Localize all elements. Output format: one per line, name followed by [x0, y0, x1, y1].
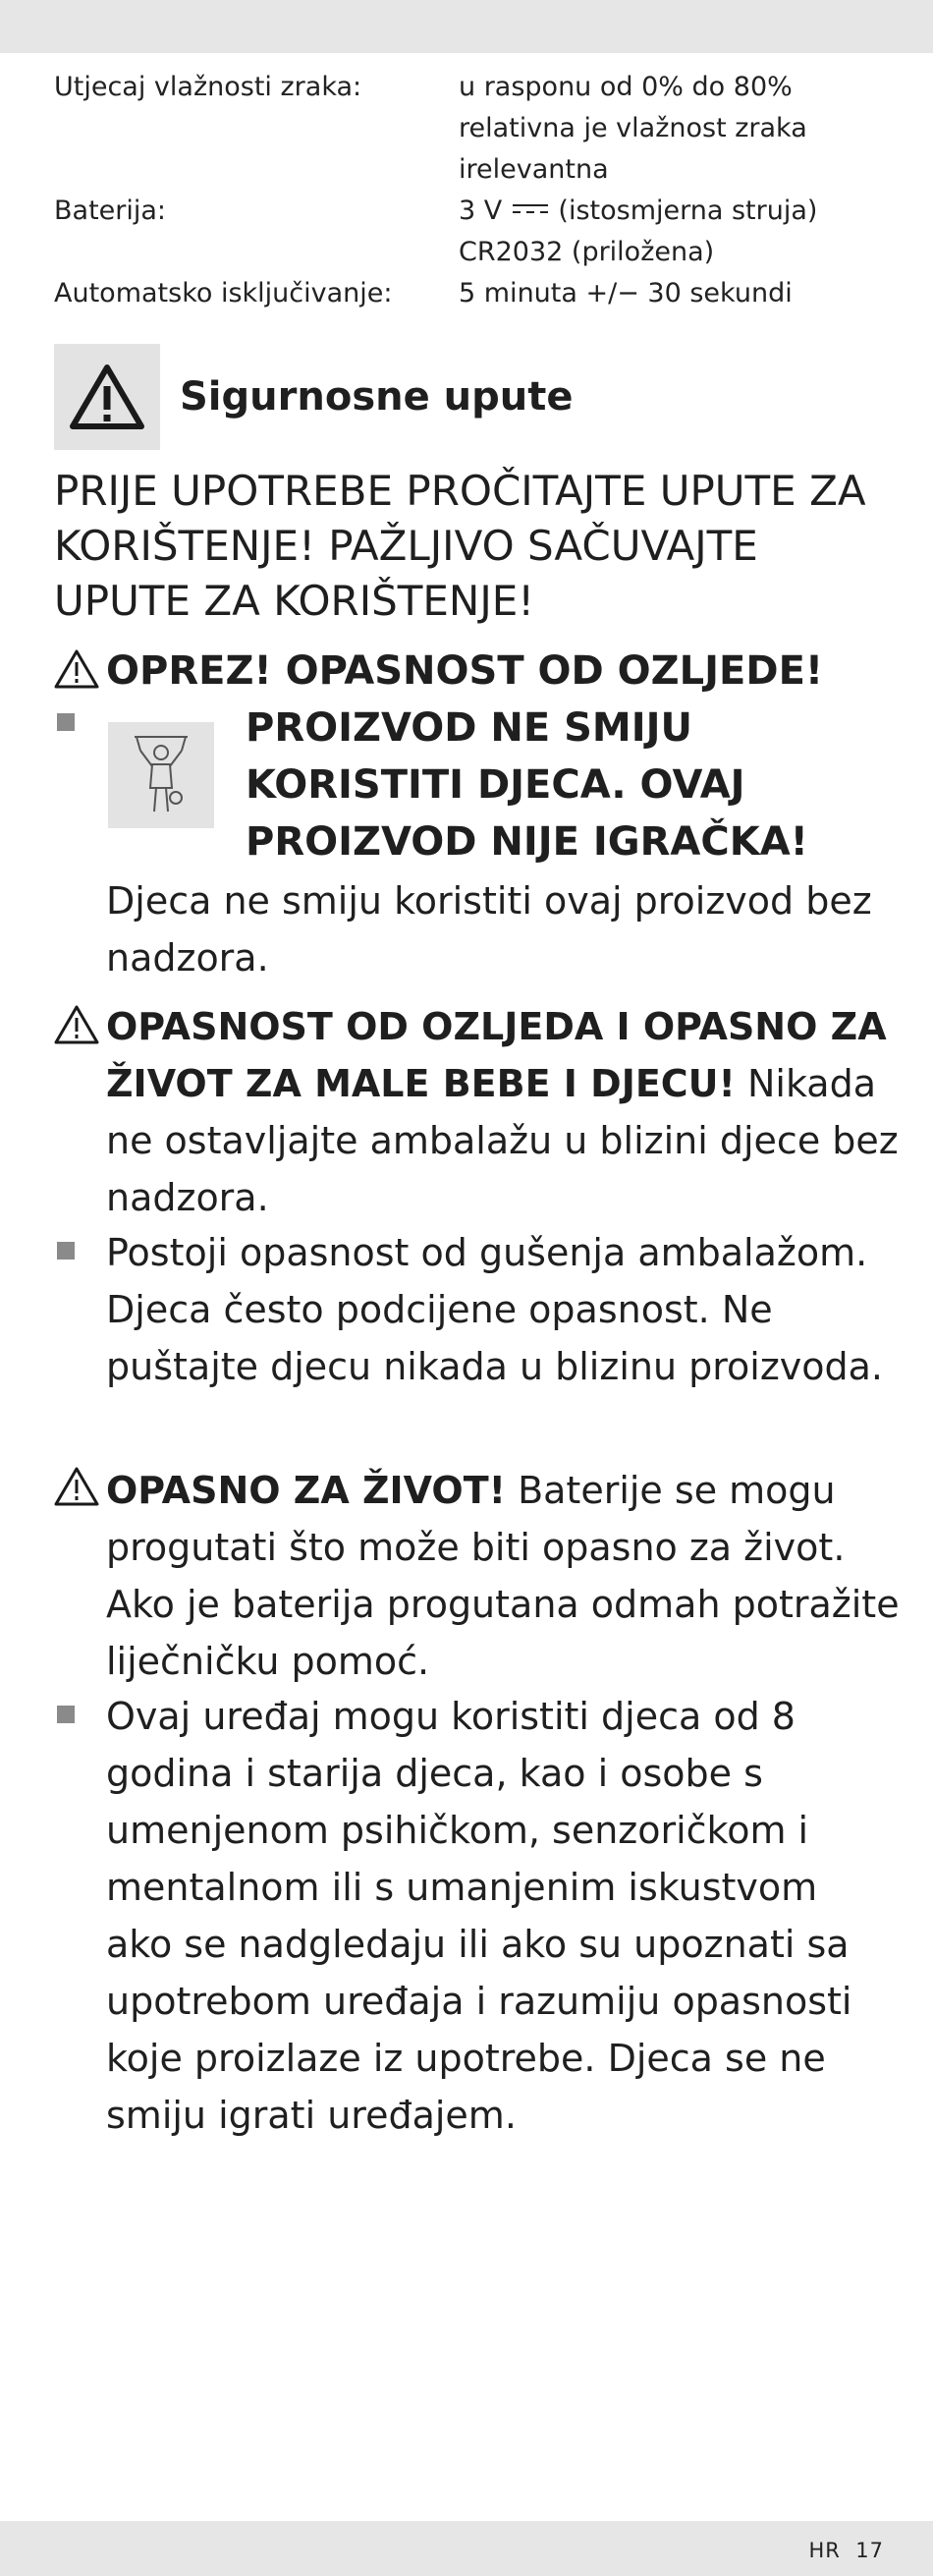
direct-current-icon [511, 199, 550, 219]
warning-heading-babies: OPASNOST OD OZLJEDA I OPASNO ZA ŽIVOT ZA MALE BEBE I DJECU! [106, 1005, 887, 1105]
spec-label: Automatsko isključivanje: [54, 278, 393, 308]
warning-text-supervision: Djeca ne smiju koristiti ovaj proizvod bez nadzora. [106, 879, 872, 980]
page-footer [0, 2521, 933, 2576]
warning-text-suffocation: Postoji opasnost od gušenja ambalažom. Djeca često podcijene opasnost. Ne puštajte djecu nikada u blizinu proizvoda. [106, 1231, 884, 1388]
spec-row-auto-off [54, 273, 889, 314]
warning-packaging [106, 998, 902, 1226]
warning-text-packaging: Nikada ne ostavljajte ambalažu u blizini djece bez nadzora. [106, 1062, 899, 1219]
not-a-toy-warning: PROIZVOD NE SMIJU KORISTITI DJECA. OVAJ PROIZVOD NIJE IGRAČKA! [246, 705, 808, 865]
warning-heading-life: OPASNO ZA ŽIVOT! [106, 1469, 506, 1512]
battery-model: CR2032 (priložena) [459, 237, 715, 267]
warning-triangle-icon [54, 1466, 99, 1507]
battery-voltage: 3 V [459, 196, 503, 226]
warning-battery [106, 1462, 902, 1690]
read-instructions-notice: PRIJE UPOTREBE PROČITAJTE UPUTE ZA KORIŠTENJE! PAŽLJIVO SAČUVAJTE UPUTE ZA KORIŠTENJE! [54, 467, 866, 625]
battery-current-type: (istosmjerna struja) [558, 196, 818, 226]
spec-value: u rasponu od 0% do 80% relativna je vlažnost zraka irelevantna [459, 72, 807, 185]
warning-triangle-icon [54, 648, 99, 690]
bullet-icon [57, 1242, 75, 1260]
child-warning-icon [108, 722, 214, 828]
section-heading [54, 344, 574, 450]
warning-text-usage: Ovaj uređaj mogu koristiti djeca od 8 godina i starija djeca, kao i osobe s umenjenom psihičkom, senzoričkom i mentalnom ili s umanjenim iskustvom ako se nadgledaju ili ako su upoznati sa upotrebom uređaja i razumiju opasnosti koje proizlaze iz upotrebe. Djeca se ne smiju igrati uređajem. [106, 1695, 852, 2137]
spec-value: 5 minuta +/− 30 sekundi [459, 278, 793, 308]
spec-row-battery [54, 191, 889, 273]
bullet-icon [57, 1706, 75, 1723]
spec-value [459, 191, 889, 273]
bullet-icon [57, 713, 75, 731]
spec-row-humidity [54, 67, 889, 191]
warning-triangle-icon [54, 1004, 99, 1045]
warning-text-battery: Baterije se mogu progutati što može biti opasno za život. Ako je baterija progutana odmah potražite liječničku pomoć. [106, 1469, 900, 1683]
language-code: HR [808, 2539, 841, 2562]
warning-heading-injury: OPREZ! OPASNOST OD OZLJEDE! [106, 648, 824, 694]
section-title: Sigurnosne upute [180, 374, 574, 420]
page-number [809, 2539, 884, 2562]
top-bar [0, 0, 933, 53]
warning-triangle-icon [54, 344, 160, 450]
spec-label: Utjecaj vlažnosti zraka: [54, 72, 362, 102]
specifications [54, 67, 889, 314]
spec-label: Baterija: [54, 196, 167, 226]
page-num: 17 [855, 2539, 884, 2562]
